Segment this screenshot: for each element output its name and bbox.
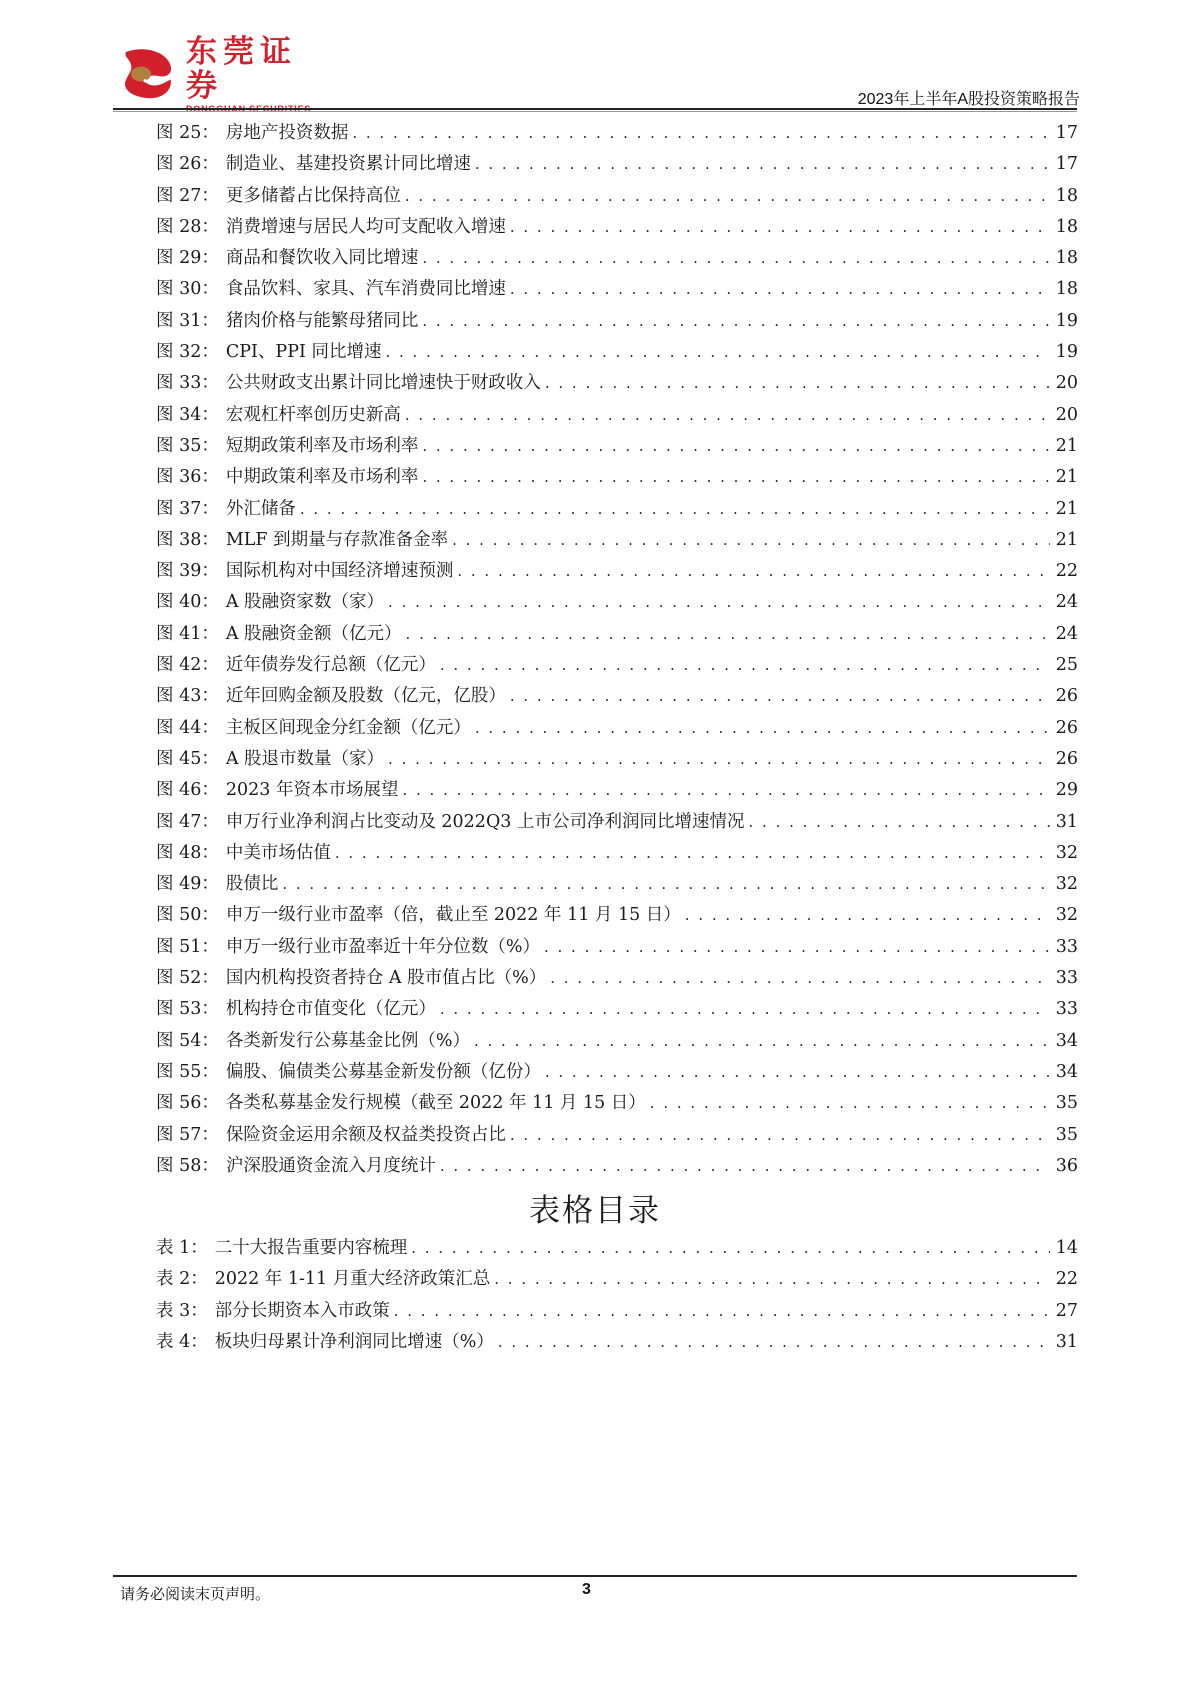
toc-entry-title: 消费增速与居民人均可支配收入增速 <box>225 216 506 237</box>
toc-entry-number: 图 40： <box>156 592 219 613</box>
figure-toc-entry[interactable] <box>156 306 1078 337</box>
toc-entry-label[interactable] <box>156 775 402 806</box>
toc-entry-label[interactable] <box>156 274 510 305</box>
table-list-heading: 表格目录 <box>529 1193 661 1229</box>
toc-entry-label[interactable] <box>156 838 335 869</box>
toc-page-number[interactable]: 18 <box>1055 248 1078 269</box>
toc-entry-number: 图 29： <box>156 248 219 269</box>
toc-entry-label[interactable] <box>156 462 422 493</box>
toc-page-number[interactable]: 33 <box>1055 936 1078 957</box>
figure-toc-entry[interactable] <box>156 400 1078 431</box>
toc-dot-leader <box>475 713 1050 744</box>
toc-entry-title: 偏股、偏债类公募基金新发份额（亿份） <box>225 1061 541 1082</box>
toc-entry-number: 图 57： <box>156 1124 219 1145</box>
toc-entry-number: 图 58： <box>156 1155 219 1176</box>
toc-entry-title: 2023 年资本市场展望 <box>225 780 399 801</box>
toc-entry-label[interactable] <box>156 149 475 180</box>
toc-dot-leader <box>385 337 1049 368</box>
toc-page-number[interactable]: 26 <box>1055 748 1078 769</box>
figure-toc-entry[interactable] <box>156 838 1078 869</box>
figure-toc-entry[interactable] <box>156 337 1078 368</box>
figure-toc-entry[interactable] <box>156 619 1078 650</box>
toc-entry-title: 国际机构对中国经济增速预测 <box>225 561 454 582</box>
figure-toc-entry[interactable] <box>156 587 1078 618</box>
toc-dot-leader <box>402 775 1049 806</box>
toc-dot-leader <box>352 118 1049 149</box>
toc-dot-leader <box>510 681 1050 712</box>
toc-dot-leader <box>545 1057 1050 1088</box>
toc-entry-title: 近年债券发行总额（亿元） <box>225 655 436 676</box>
toc-dot-leader <box>335 838 1050 869</box>
toc-page-number[interactable]: 32 <box>1055 905 1078 926</box>
toc-entry-title: 食品饮料、家具、汽车消费同比增速 <box>225 279 506 300</box>
toc-page-number[interactable]: 17 <box>1055 123 1078 143</box>
report-title: 2023年上半年A股投资策略报告 <box>857 91 1080 108</box>
toc-entry-label[interactable] <box>156 1120 510 1151</box>
figure-toc-entry[interactable] <box>156 963 1078 994</box>
footer-page-number: 3 <box>582 1581 591 1598</box>
toc-entry-label[interactable] <box>156 368 545 399</box>
figure-toc-entry[interactable] <box>156 650 1078 681</box>
toc-dot-leader <box>406 619 1050 650</box>
toc-entry-label[interactable] <box>156 994 440 1025</box>
toc-dot-leader <box>405 181 1050 212</box>
toc-entry-label[interactable] <box>156 118 352 149</box>
toc-dot-leader <box>498 1327 1050 1358</box>
toc-dot-leader <box>422 431 1049 462</box>
toc-dot-leader <box>440 1151 1050 1182</box>
figure-toc-entry[interactable] <box>156 181 1078 212</box>
toc-entry-number: 图 36： <box>156 467 219 488</box>
toc-page-number[interactable]: 29 <box>1055 780 1078 801</box>
toc-entry-label[interactable] <box>156 932 544 963</box>
toc-dot-leader <box>422 306 1049 337</box>
figure-toc-entry[interactable] <box>156 1088 1078 1119</box>
toc-entry-label[interactable] <box>156 1327 498 1358</box>
toc-entry-number: 表 4： <box>156 1331 208 1352</box>
toc-page-number[interactable]: 20 <box>1055 373 1078 394</box>
toc-entry-label[interactable] <box>156 587 388 618</box>
toc-entry-title: A 股融资家数（家） <box>225 592 385 613</box>
toc-entry-title: A 股融资金额（亿元） <box>225 623 402 644</box>
figure-toc-entry[interactable] <box>156 556 1078 587</box>
figure-toc-entry[interactable] <box>156 681 1078 712</box>
toc-page-number[interactable]: 33 <box>1055 968 1078 989</box>
toc-page-number[interactable]: 19 <box>1055 310 1078 331</box>
toc-entry-label[interactable] <box>156 1088 650 1119</box>
toc-entry-number: 图 35： <box>156 435 219 456</box>
table-toc-entry[interactable] <box>156 1233 1078 1264</box>
toc-page-number[interactable]: 19 <box>1055 342 1078 363</box>
toc-dot-leader <box>440 650 1050 681</box>
toc-dot-leader <box>749 807 1050 838</box>
toc-entry-number: 图 26： <box>156 154 219 175</box>
toc-page-number[interactable]: 21 <box>1055 435 1078 456</box>
toc-entry-title: 猪肉价格与能繁母猪同比 <box>225 310 419 331</box>
toc-entry-title: 部分长期资本入市政策 <box>214 1300 390 1321</box>
toc-entry-label[interactable] <box>156 525 452 556</box>
toc-dot-leader <box>282 869 1049 900</box>
toc-entry-title: 中期政策利率及市场利率 <box>225 467 419 488</box>
toc-page-number[interactable]: 14 <box>1055 1238 1078 1258</box>
toc-entry-title: 二十大报告重要内容梳理 <box>214 1238 408 1258</box>
toc-entry-title: 制造业、基建投资累计同比增速 <box>225 154 471 175</box>
figure-toc-entry[interactable] <box>156 431 1078 462</box>
figure-toc-entry[interactable] <box>156 525 1078 556</box>
toc-entry-title: 沪深股通资金流入月度统计 <box>225 1155 436 1176</box>
toc-entry-number: 图 44： <box>156 717 219 738</box>
toc-entry-label[interactable] <box>156 1151 440 1182</box>
toc-dot-leader <box>474 1026 1050 1057</box>
toc-entry-number: 图 47： <box>156 811 219 832</box>
toc-entry-label[interactable] <box>156 556 457 587</box>
toc-page-number[interactable]: 31 <box>1055 1331 1078 1352</box>
toc-entry-title: MLF 到期量与存款准备金率 <box>225 529 449 550</box>
figure-toc-entry[interactable] <box>156 118 1078 149</box>
toc-page-number[interactable]: 32 <box>1055 874 1078 895</box>
toc-entry-label[interactable] <box>156 400 405 431</box>
toc-entry-title: A 股退市数量（家） <box>225 748 385 769</box>
toc-entry-label[interactable] <box>156 1026 474 1057</box>
figure-toc-entry[interactable] <box>156 932 1078 963</box>
toc-entry-label[interactable] <box>156 650 440 681</box>
toc-entry-label[interactable] <box>156 1057 545 1088</box>
toc-entry-number: 图 53： <box>156 999 219 1020</box>
toc-entry-number: 图 30： <box>156 279 219 300</box>
figure-toc-entry[interactable] <box>156 149 1078 180</box>
toc-dot-leader <box>475 149 1050 180</box>
toc-dot-leader <box>388 587 1050 618</box>
toc-page-number[interactable]: 22 <box>1055 1269 1078 1290</box>
toc-entry-title: 申万一级行业市盈率（倍，截止至 2022 年 11 月 15 日） <box>225 905 681 926</box>
figure-toc-entry[interactable] <box>156 869 1078 900</box>
figure-toc-entry[interactable] <box>156 212 1078 243</box>
toc-entry-label[interactable] <box>156 900 685 931</box>
figure-toc-entry[interactable] <box>156 274 1078 305</box>
toc-entry-title: 机构持仓市值变化（亿元） <box>225 999 436 1020</box>
toc-dot-leader <box>494 1264 1049 1295</box>
toc-entry-label[interactable] <box>156 807 749 838</box>
page-header <box>120 33 1080 110</box>
toc-dot-leader <box>544 932 1050 963</box>
toc-entry-title: 保险资金运用余额及权益类投资占比 <box>225 1124 506 1145</box>
figure-toc-entry[interactable] <box>156 368 1078 399</box>
table-toc-entry[interactable] <box>156 1327 1078 1358</box>
company-logo <box>120 33 330 104</box>
figure-toc-entry[interactable] <box>156 775 1078 806</box>
toc-entry-number: 图 25： <box>156 123 219 143</box>
figure-toc-entry[interactable] <box>156 713 1078 744</box>
toc-entry-title: 申万行业净利润占比变动及 2022Q3 上市公司净利润同比增速情况 <box>225 811 745 832</box>
toc-entry-title: 房地产投资数据 <box>225 123 349 143</box>
toc-page-number[interactable]: 24 <box>1055 623 1078 644</box>
figure-toc-entry[interactable] <box>156 1120 1078 1151</box>
toc-entry-number: 图 51： <box>156 936 219 957</box>
toc-page-number[interactable]: 34 <box>1055 1030 1078 1051</box>
toc-entry-number: 表 1： <box>156 1238 208 1258</box>
table-toc-entry[interactable] <box>156 1264 1078 1295</box>
toc-page-number[interactable]: 35 <box>1055 1124 1078 1145</box>
toc-page-number[interactable]: 17 <box>1055 154 1078 175</box>
toc-page-number[interactable]: 34 <box>1055 1061 1078 1082</box>
toc-entry-label[interactable] <box>156 181 405 212</box>
toc-entry-number: 图 49： <box>156 874 219 895</box>
toc-entry-title: 商品和餐饮收入同比增速 <box>225 248 419 269</box>
toc-dot-leader <box>550 963 1049 994</box>
toc-entry-title: 各类新发行公募基金比例（%） <box>225 1030 470 1051</box>
toc-entry-number: 图 34： <box>156 404 219 425</box>
toc-entry-label[interactable] <box>156 243 422 274</box>
header-divider <box>113 108 1077 110</box>
toc-entry-number: 图 27： <box>156 185 219 206</box>
toc-entry-label[interactable] <box>156 744 388 775</box>
toc-entry-number: 图 42： <box>156 655 219 676</box>
figure-toc-entry[interactable] <box>156 243 1078 274</box>
toc-dot-leader <box>422 462 1049 493</box>
toc-entry-number: 图 55： <box>156 1061 219 1082</box>
toc-entry-number: 图 37： <box>156 498 219 519</box>
figure-toc-entry[interactable] <box>156 462 1078 493</box>
toc-entry-number: 图 28： <box>156 216 219 237</box>
toc-entry-label[interactable] <box>156 1264 494 1295</box>
toc-page-number[interactable]: 24 <box>1055 592 1078 613</box>
toc-page-number[interactable]: 20 <box>1055 404 1078 425</box>
toc-entry-title: 近年回购金额及股数（亿元，亿股） <box>225 686 506 707</box>
header-divider-thin <box>113 111 1077 112</box>
toc-page-number[interactable]: 25 <box>1055 655 1078 676</box>
toc-entry-number: 表 3： <box>156 1300 208 1321</box>
toc-dot-leader <box>388 744 1050 775</box>
toc-dot-leader <box>422 243 1049 274</box>
toc-dot-leader <box>300 494 1050 525</box>
toc-entry-label[interactable] <box>156 494 300 525</box>
toc-entry-number: 图 41： <box>156 623 219 644</box>
toc-dot-leader <box>457 556 1049 587</box>
toc-entry-title: 各类私募基金发行规模（截至 2022 年 11 月 15 日） <box>225 1093 646 1114</box>
toc-page-number[interactable]: 26 <box>1055 717 1078 738</box>
toc-dot-leader <box>452 525 1050 556</box>
toc-entry-number: 图 39： <box>156 561 219 582</box>
toc-entry-title: 短期政策利率及市场利率 <box>225 435 419 456</box>
toc-page-number[interactable]: 36 <box>1055 1155 1078 1176</box>
toc-entry-label[interactable] <box>156 337 385 368</box>
logo-mark-icon <box>120 48 176 100</box>
figure-toc-entry[interactable] <box>156 807 1078 838</box>
toc-page-number[interactable]: 33 <box>1055 999 1078 1020</box>
toc-dot-leader <box>405 400 1050 431</box>
toc-entry-title: 申万一级行业市盈率近十年分位数（%） <box>225 936 540 957</box>
toc-page-number[interactable]: 21 <box>1055 498 1078 519</box>
toc-page-number[interactable]: 18 <box>1055 279 1078 300</box>
toc-entry-number: 图 46： <box>156 780 219 801</box>
toc-entry-number: 图 33： <box>156 373 219 394</box>
toc-entry-number: 图 48： <box>156 842 219 863</box>
figure-toc-entry[interactable] <box>156 1057 1078 1088</box>
toc-entry-number: 图 56： <box>156 1093 219 1114</box>
figure-toc-entry[interactable] <box>156 1026 1078 1057</box>
toc-entry-number: 图 54： <box>156 1030 219 1051</box>
toc-entry-number: 图 32： <box>156 342 219 363</box>
footer-divider <box>113 1575 1077 1577</box>
toc-page-number[interactable]: 18 <box>1055 185 1078 206</box>
toc-entry-label[interactable] <box>156 431 422 462</box>
table-list <box>156 1233 1078 1358</box>
toc-dot-leader <box>510 274 1050 305</box>
toc-entry-title: 2022 年 1-11 月重大经济政策汇总 <box>214 1269 491 1290</box>
toc-entry-title: 更多储蓄占比保持高位 <box>225 185 401 206</box>
toc-entry-label[interactable] <box>156 1233 411 1264</box>
toc-dot-leader <box>510 212 1050 243</box>
toc-entry-number: 图 50： <box>156 905 219 926</box>
toc-entry-label[interactable] <box>156 869 282 900</box>
toc-page-number[interactable]: 21 <box>1055 467 1078 488</box>
toc-page-number[interactable]: 26 <box>1055 686 1078 707</box>
logo-chinese-name: 东莞证券 <box>186 33 297 104</box>
toc-entry-label[interactable] <box>156 212 510 243</box>
toc-entry-title: 股债比 <box>225 874 279 895</box>
toc-entry-number: 图 45： <box>156 748 219 769</box>
toc-entry-label[interactable] <box>156 681 510 712</box>
figure-toc-entry[interactable] <box>156 494 1078 525</box>
table-toc-entry[interactable] <box>156 1296 1078 1327</box>
toc-dot-leader <box>394 1296 1050 1327</box>
toc-dot-leader <box>411 1233 1050 1264</box>
toc-page-number[interactable]: 32 <box>1055 842 1078 863</box>
toc-page-number[interactable]: 27 <box>1055 1300 1078 1321</box>
toc-entry-number: 图 38： <box>156 529 219 550</box>
toc-entry-title: 外汇储备 <box>225 498 296 519</box>
toc-entry-number: 表 2： <box>156 1269 208 1290</box>
toc-entry-label[interactable] <box>156 1296 394 1327</box>
figure-toc-entry[interactable] <box>156 994 1078 1025</box>
toc-entry-number: 图 52： <box>156 968 219 989</box>
toc-entry-number: 图 31： <box>156 310 219 331</box>
toc-entry-label[interactable] <box>156 619 406 650</box>
toc-page-number[interactable]: 35 <box>1055 1093 1078 1114</box>
toc-dot-leader <box>440 994 1050 1025</box>
toc-entry-number: 图 43： <box>156 686 219 707</box>
toc-entry-label[interactable] <box>156 963 550 994</box>
toc-entry-title: 板块归母累计净利润同比增速（%） <box>214 1331 494 1352</box>
toc-entry-title: 主板区间现金分红金额（亿元） <box>225 717 471 738</box>
toc-entry-title: 宏观杠杆率创历史新高 <box>225 404 401 425</box>
toc-page-number[interactable]: 22 <box>1055 561 1078 582</box>
toc-dot-leader <box>650 1088 1050 1119</box>
toc-page-number[interactable]: 21 <box>1055 529 1078 550</box>
toc-entry-label[interactable] <box>156 713 475 744</box>
toc-entry-title: CPI、PPI 同比增速 <box>225 342 382 363</box>
toc-entry-title: 中美市场估值 <box>225 842 331 863</box>
toc-page-number[interactable]: 18 <box>1055 216 1078 237</box>
figure-toc-entry[interactable] <box>156 1151 1078 1182</box>
toc-dot-leader <box>685 900 1050 931</box>
figure-toc-entry[interactable] <box>156 900 1078 931</box>
toc-dot-leader <box>545 368 1050 399</box>
figure-list <box>156 118 1078 1182</box>
toc-page-number[interactable]: 31 <box>1055 811 1078 832</box>
footer-disclaimer: 请务必阅读末页声明。 <box>120 1586 271 1603</box>
figure-toc-entry[interactable] <box>156 744 1078 775</box>
toc-entry-label[interactable] <box>156 306 422 337</box>
toc-entry-title: 国内机构投资者持仓 A 股市值占比（%） <box>225 968 547 989</box>
toc-entry-title: 公共财政支出累计同比增速快于财政收入 <box>225 373 541 394</box>
toc-dot-leader <box>510 1120 1050 1151</box>
